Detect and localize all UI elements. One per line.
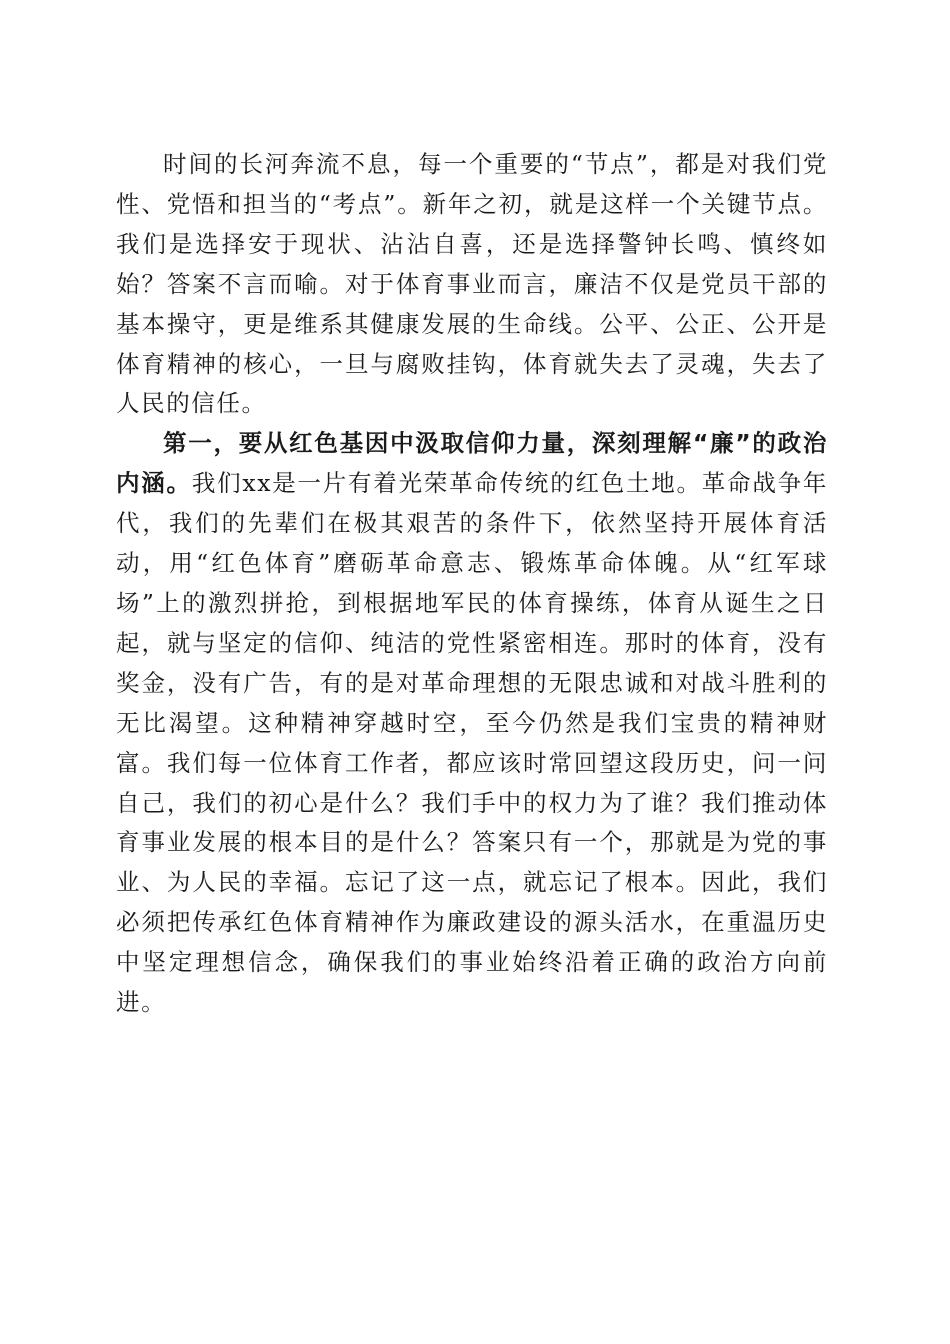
- paragraph-first-point-heading: 第一，要从红色基因中汲取信仰力量，深刻理解“廉”的政治内涵。: [116, 429, 828, 498]
- paragraph-first-point: [116, 424, 828, 1023]
- paragraph-intro-text: 时间的长河奔流不息，每一个重要的“节点”，都是对我们党性、党悟和担当的“考点”。新年之初，就是这样一个关键节点。我们是选择安于现状、沾沾自喜，还是选择警钟长鸣、慎终如始？答案不言而喻。对于体育事业而言，廉洁不仅是党员干部的基本操守，更是维系其健康发展的生命线。公平、公正、公开是体育精神的核心，一旦与腐败挂钩，体育就失去了灵魂，失去了人民的信任。: [116, 150, 828, 418]
- document-body: [116, 145, 828, 1023]
- paragraph-intro: [116, 145, 828, 424]
- paragraph-first-point-text: 我们xx是一片有着光荣革命传统的红色土地。革命战争年代，我们的先辈们在极其艰苦的条件下，依然坚持开展体育活动，用“红色体育”磨砺革命意志、锻炼革命体魄。从“红军球场”上的激烈拼抢，到根据地军民的体育操练，体育从诞生之日起，就与坚定的信仰、纯洁的党性紧密相连。那时的体育，没有奖金，没有广告，有的是对革命理想的无限忠诚和对战斗胜利的无比渴望。这种精神穿越时空，至今仍然是我们宝贵的精神财富。我们每一位体育工作者，都应该时常回望这段历史，问一问自己，我们的初心是什么？我们手中的权力为了谁？我们推动体育事业发展的根本目的是什么？答案只有一个，那就是为党的事业、为人民的幸福。忘记了这一点，就忘记了根本。因此，我们必须把传承红色体育精神作为廉政建设的源头活水，在重温历史中坚定理想信念，确保我们的事业始终沿着正确的政治方向前进。: [116, 469, 828, 1017]
